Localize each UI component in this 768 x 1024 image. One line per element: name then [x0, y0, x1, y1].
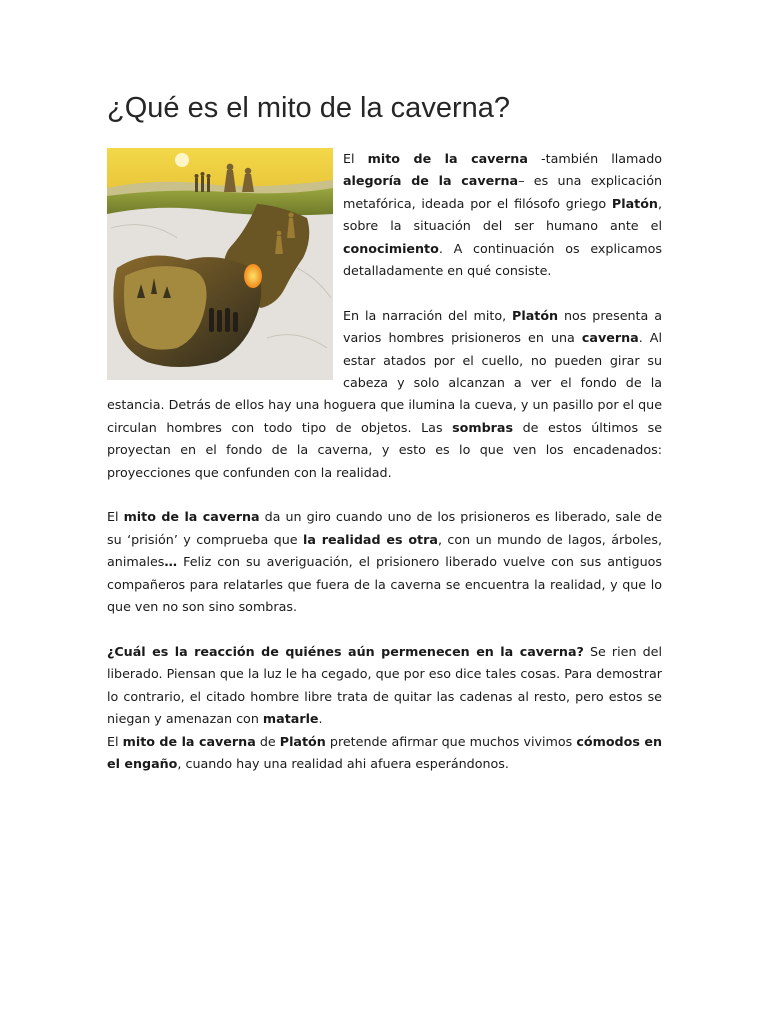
bold-text: mito de la caverna [123, 509, 260, 525]
text-run: . Al estar atados por el cuello, no pueden girar su cabeza y solo alcanzan a ver el fondo de la estancia. Detrás de ellos hay una hoguera que ilumina la cueva, y un pasillo por el que circulan hombres con todo tipo de objetos. Las [107, 330, 662, 435]
paragraph-conclusion [107, 731, 662, 776]
text-run: El [343, 151, 368, 166]
text-run: nos presenta a varios hombres prisioneros en una [343, 307, 662, 346]
text-run: Se rien del liberado. Piensan que la luz le ha cegado, que por eso dice tales cosas. Para demostrar lo contrario, el citado hombre libre trata de quitar las cadenas al resto, pero estos se niegan y amenazan con [107, 643, 662, 727]
bold-text: caverna [581, 330, 639, 346]
text-run: , cuando hay una realidad ahi afuera esperándonos. [177, 755, 509, 771]
bold-text: ¿Cuál es la reacción de quiénes aún permenecen en la caverna? [107, 643, 584, 659]
bold-text: mito de la caverna [367, 151, 528, 166]
bold-text: la realidad es otra [303, 531, 438, 547]
paragraph-turn [107, 506, 662, 618]
bold-text: Platón [512, 307, 559, 323]
text-run: pretende afirmar que muchos vivimos [325, 733, 577, 749]
text-run: , sobre la situación del ser humano ante el [343, 195, 662, 234]
text-run: . [318, 711, 323, 727]
bold-text: mito de la caverna [122, 733, 256, 749]
text-run: , con un mundo de lagos, árboles, animales [107, 531, 663, 570]
cave-allegory-illustration [107, 148, 333, 380]
text-run: da un giro cuando uno de los prisioneros es liberado, sale de su ‘prisión’ y comprueba que [107, 509, 662, 547]
text-run: Feliz con su averiguación, el prisionero liberado vuelve con sus antiguos compañeros para relatarles que fuera de la caverna se encuentra la realidad, y que lo que ven no son sino sombras. [107, 554, 662, 615]
bold-text: … [164, 554, 178, 570]
bold-text: conocimiento [343, 240, 439, 256]
page-title: ¿Qué es el mito de la caverna? [107, 92, 510, 124]
text-run: -también llamado [527, 151, 663, 166]
bold-text: alegoría de la caverna [343, 173, 519, 189]
text-run: En la narración del mito, [343, 307, 513, 323]
text-run: . A continuación os explicamos detalladamente en qué consiste. [343, 240, 662, 279]
bold-text: matarle [262, 711, 319, 727]
bold-text: Platón [611, 195, 658, 211]
text-run: El [107, 733, 123, 749]
text-run: de [255, 733, 280, 749]
bold-text: sombras [452, 419, 514, 435]
bold-text: cómodos en el engaño [107, 733, 662, 771]
text-run: El [107, 509, 124, 525]
text-run: de estos últimos se proyectan en el fondo de la caverna, y esto es lo que ven los encadenados: proyecciones que confunden con la realidad. [107, 419, 662, 480]
paragraph-reaction [107, 641, 662, 731]
bold-text: Platón [279, 733, 326, 749]
text-run: – es una explicación metafórica, ideada por el filósofo griego [343, 173, 663, 211]
article-body [107, 148, 662, 775]
